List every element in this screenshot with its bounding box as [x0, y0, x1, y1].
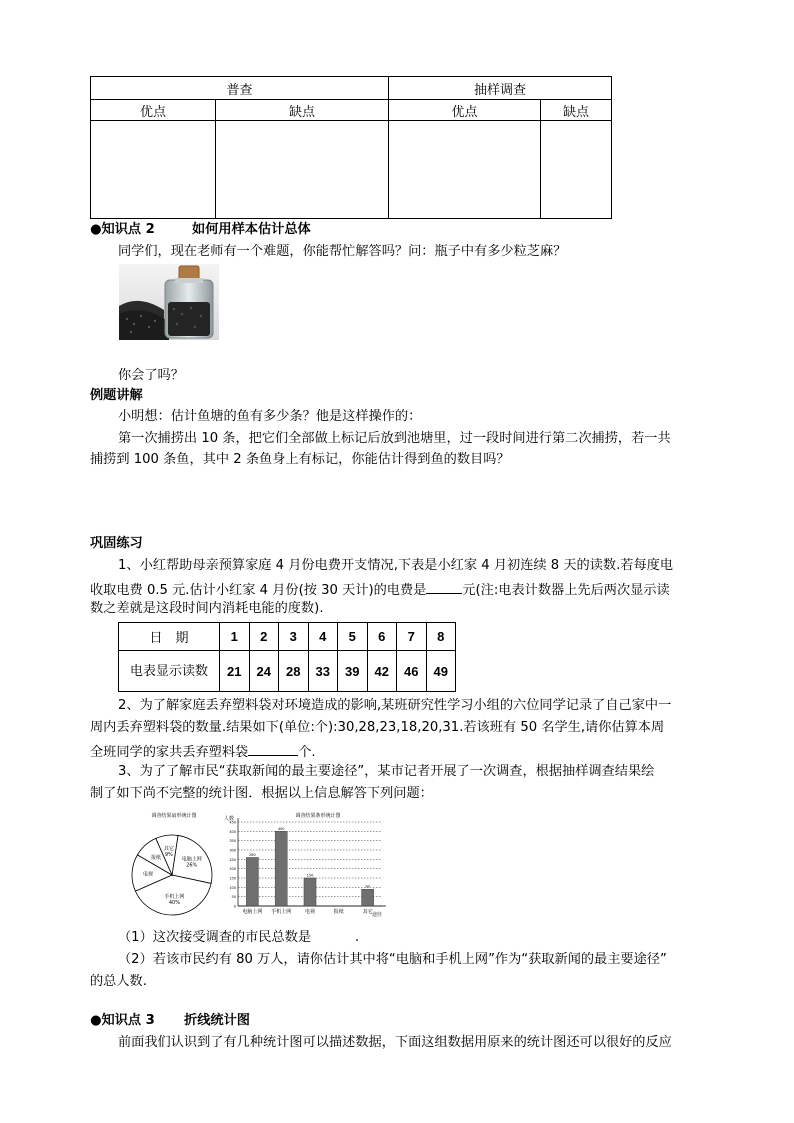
- meter-reading: 24: [249, 651, 279, 692]
- bar-x-tick-label: 电脑上网: [242, 909, 263, 915]
- knowledge-point-3-marker: ●知识点 3: [90, 1013, 155, 1028]
- comparison-table: [90, 76, 612, 219]
- q1-line-1: 1、小红帮助母亲预算家庭 4 月份电费开支情况,下表是小红家 4 月初连续 8 天的读数.若每度电: [118, 558, 674, 573]
- sesame-jar-image: [119, 264, 219, 340]
- q3-sub2-line-2: 的总人数.: [90, 974, 147, 989]
- bar-value-label: 150: [306, 873, 314, 878]
- bar: [304, 878, 316, 906]
- pie-slice-label: 报纸: [150, 855, 162, 862]
- meter-reading: 28: [279, 651, 309, 692]
- bar-x-tick-label: 电视: [304, 909, 316, 915]
- meter-day: 1: [220, 623, 250, 651]
- meter-reading: 46: [397, 651, 427, 692]
- bar-chart-xlabel: 途径: [372, 912, 383, 918]
- example-heading: 例题讲解: [90, 388, 143, 403]
- table-col-census-pros: 优点: [91, 100, 216, 121]
- table-cell: [541, 121, 612, 219]
- bar-y-tick-label: 100: [229, 885, 236, 890]
- q2-line-3: [90, 741, 316, 762]
- table-cell: [216, 121, 389, 219]
- meter-reading: 42: [367, 651, 397, 692]
- table-cell: [91, 121, 216, 219]
- example-line-3: 捕捞到 100 条鱼，其中 2 条鱼身上有标记，你能估计得到鱼的数目吗？: [90, 452, 510, 467]
- bar: [246, 857, 258, 906]
- q1-line-3: 数之差就是这段时间内消耗电能的度数).: [90, 601, 324, 616]
- q3-sub2-line-1: （2）若该市民约有 80 万人，请你估计其中将“电脑和手机上网”作为“获取新闻的最主要途径”: [118, 952, 667, 967]
- pie-slice-label: 电视: [143, 871, 154, 878]
- table-header-sampling: 抽样调查: [389, 77, 612, 100]
- q3-line-2: 制了如下尚不完整的统计图．根据以上信息解答下列问题：: [90, 786, 433, 801]
- table-col-sampling-cons: 缺点: [541, 100, 612, 121]
- pie-chart-title: 调查结果扇形统计图: [151, 813, 197, 819]
- knowledge-point-2-text: 同学们，现在老师有一个难题，你能帮忙解答吗？问：瓶子中有多少粒芝麻？: [118, 244, 567, 259]
- q3-line-1: 3、为了了解市民“获取新闻的最主要途径”，某市记者开展了一次调查，根据抽样调查结果绘: [118, 764, 655, 779]
- bar: [275, 831, 287, 906]
- table-col-census-cons: 缺点: [216, 100, 389, 121]
- knowledge-point-2-heading: [90, 221, 311, 239]
- knowledge-point-3-text: 前面我们认识到了有几种统计图可以描述数据，下面这组数据用原来的统计图还可以很好的反应: [118, 1035, 672, 1050]
- knowledge-point-2-marker: ●知识点 2: [90, 222, 155, 237]
- q1-line-2: [90, 579, 670, 600]
- pie-slice-label: 9%: [164, 852, 173, 859]
- q3-sub1-a: （1）这次接受调查的市民总数是: [118, 930, 312, 945]
- pie-slice-label: 其它: [163, 846, 174, 853]
- bar-chart: [222, 808, 390, 920]
- meter-day: 5: [338, 623, 368, 651]
- bar-chart-ylabel: 人数: [224, 816, 235, 822]
- example-line-1: 小明想：估计鱼塘的鱼有多少条？他是这样操作的：: [118, 409, 422, 424]
- meter-day: 6: [367, 623, 397, 651]
- meter-reading: 39: [338, 651, 368, 692]
- bar-y-tick-label: 450: [229, 820, 236, 825]
- meter-reading: 49: [426, 651, 456, 692]
- practice-heading: 巩固练习: [90, 536, 143, 551]
- table-cell: [389, 121, 541, 219]
- q3-sub1: [118, 929, 359, 947]
- pie-slice-label: 40%: [168, 899, 180, 906]
- meter-row-header-date: 日 期: [119, 623, 220, 651]
- bar-y-tick-label: 250: [229, 857, 236, 862]
- meter-day: 7: [397, 623, 427, 651]
- table-header-census: 普查: [91, 77, 389, 100]
- bar: [362, 889, 374, 906]
- table-col-sampling-pros: 优点: [389, 100, 541, 121]
- bar-x-tick-label: 其它: [362, 909, 373, 915]
- q1-line-2a: 收取电费 0.5 元.估计小红家 4 月份(按 30 天计)的电费是: [90, 583, 427, 598]
- q2-line-3b: 个.: [298, 745, 316, 760]
- bar-chart-title: 调查结果条形统计图: [295, 813, 341, 819]
- meter-day: 2: [249, 623, 279, 651]
- meter-reading: 21: [220, 651, 250, 692]
- q1-line-2b: 元(注:电表计数器上先后两次显示读: [462, 583, 670, 598]
- example-line-2: 第一次捕捞出 10 条，把它们全部做上标记后放到池塘里，过一段时间进行第二次捕捞，若一共: [118, 431, 671, 446]
- meter-day: 4: [308, 623, 338, 651]
- bar-y-tick-label: 50: [231, 895, 236, 900]
- bar-x-tick-label: 报纸: [333, 909, 344, 915]
- bar-y-tick-label: 350: [229, 839, 236, 844]
- meter-day: 3: [279, 623, 309, 651]
- bar-y-tick-label: 150: [229, 876, 236, 881]
- bar-value-label: 260: [249, 852, 256, 857]
- q2-line-3a: 全班同学的家共丢弃塑料袋: [90, 745, 249, 760]
- meter-day: 8: [426, 623, 456, 651]
- q2-line-2: 周内丢弃塑料袋的数量.结果如下(单位:个):30,28,23,18,20,31.若该班有 50 名学生,请你估算本周: [90, 720, 665, 735]
- q2-line-1: 2、为了解家庭丢弃塑料袋对环境造成的影响,某班研究性学习小组的六位同学记录了自己家中一: [118, 698, 672, 713]
- bar-value-label: 90: [365, 884, 370, 889]
- bar-y-tick-label: 0: [233, 904, 236, 909]
- pie-slice-label: 手机上网: [164, 893, 185, 900]
- pie-slice-label: 26%: [186, 862, 198, 869]
- answer-blank[interactable]: [426, 579, 462, 594]
- ask-text: 你会了吗？: [118, 368, 184, 383]
- bar-y-tick-label: 200: [229, 867, 236, 872]
- bar-y-tick-label: 300: [229, 848, 236, 853]
- knowledge-point-3-title: 折线统计图: [184, 1013, 250, 1028]
- meter-row-header-reading: 电表显示读数: [119, 651, 220, 692]
- q3-sub1-b: .: [355, 930, 360, 945]
- bar-value-label: 400: [277, 826, 285, 831]
- meter-reading: 33: [308, 651, 338, 692]
- meter-reading-table: [118, 622, 456, 692]
- pie-slice-label: 电脑上网: [181, 856, 202, 863]
- pie-chart: [130, 808, 218, 920]
- knowledge-point-2-title: 如何用样本估计总体: [192, 222, 311, 237]
- bar-y-tick-label: 400: [229, 829, 236, 834]
- knowledge-point-3-heading: [90, 1012, 250, 1030]
- bar-x-tick-label: 手机上网: [271, 909, 292, 915]
- answer-blank[interactable]: [248, 741, 298, 756]
